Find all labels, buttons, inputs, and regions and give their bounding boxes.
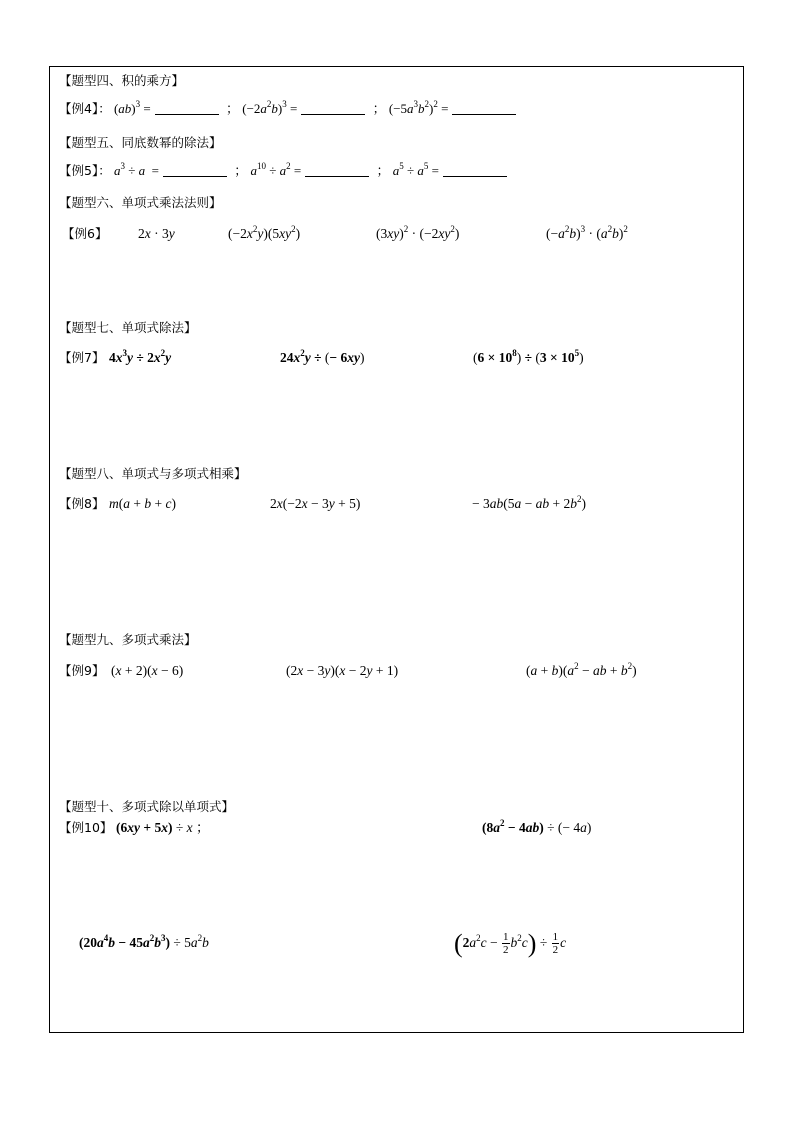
example-7-label: 【例7】 [59, 350, 105, 365]
example-4-label: 【例4】： [59, 101, 111, 116]
example-5-expr-1: $a^3 \div a$ = [113, 161, 159, 178]
section-title-9: 【题型九、多项式乘法】 [59, 632, 197, 647]
section-title-8: 【题型八、单项式与多项式相乘】 [59, 466, 247, 481]
section-title-7: 【题型七、单项式除法】 [59, 320, 197, 335]
fraction-one-half: $\frac{1}{2}$ [503, 931, 509, 957]
example-9-expr-2: (2x − 3y)(x − 2y + 1) [286, 663, 399, 678]
section-title-6: 【题型六、单项式乘法法则】 [59, 195, 222, 210]
example-4-expr-2: $(-2a^2b)^3$ = [242, 99, 298, 116]
example-10-expr-3: $(20a^4b - 45a^2b^3) \div 5a^2b$ [79, 933, 209, 950]
example-9-expr-1: (x + 2)(x − 6) [111, 663, 184, 678]
separator: ； [225, 101, 239, 116]
example-4-row [59, 100, 520, 118]
example-6-expr-2: $(-2x^2y)(5xy^2)$ [228, 224, 301, 241]
answer-blank[interactable] [301, 102, 365, 115]
section-title-10: 【题型十、多项式除以单项式】 [59, 799, 235, 814]
example-8-expr-2: 2x(−2x − 3y + 5) [270, 496, 361, 511]
separator: ； [372, 101, 386, 116]
separator: ； [376, 163, 390, 178]
section-title-5: 【题型五、同底数幂的除法】 [59, 135, 222, 150]
answer-blank[interactable] [305, 164, 369, 177]
answer-blank[interactable] [443, 164, 507, 177]
separator: ； [234, 163, 248, 178]
example-6-expr-3: $(3xy)^2 \cdot (-2xy^2)$ [376, 224, 460, 241]
example-5-label: 【例5】： [59, 163, 111, 178]
fraction-one-half: $\frac{1}{2}$ [552, 931, 559, 957]
example-5-row [59, 162, 511, 180]
example-10-label: 【例10】 [59, 820, 113, 835]
example-10-expr-2: $(8a^2 - 4ab)$ ÷ (− 4a) [482, 818, 592, 835]
example-6-expr-4: $(-a^2b)^3 \cdot (a^2b)^2$ [546, 224, 628, 241]
answer-blank[interactable] [163, 164, 227, 177]
example-7-expr-2: $24x^2y$ ÷ (− 6xy) [280, 348, 365, 365]
example-5-expr-3: $a^5 \div a^5$ = [392, 161, 439, 178]
example-10-expr-4: ($2a^2c$ − $\frac{1}{2}$ $b^2c$) ÷ $\frac{1}{2}$ c [454, 929, 567, 958]
example-5-expr-2: $a^{10} \div a^2$ = [250, 161, 302, 178]
example-4-expr-3: $(-5a^3b^2)^2$ = [388, 99, 449, 116]
example-9-label: 【例9】 [59, 663, 105, 678]
example-7-expr-1: $4x^3y \div 2x^2y$ [109, 348, 172, 365]
example-4-expr-1: (ab)$^3$ = [113, 99, 151, 116]
example-8-expr-3: − 3ab(5a − ab + $2b^2$) [472, 494, 586, 511]
example-9-expr-3: $(a + b)(a^2$ − ab + $b^2$) [526, 661, 637, 678]
answer-blank[interactable] [452, 102, 516, 115]
example-6-expr-1: 2x · 3y [138, 226, 175, 241]
example-7-expr-3: $(6 \times 10^8) \div (3 \times 10^5)$ [473, 348, 584, 365]
example-6-label: 【例6】 [62, 226, 108, 241]
answer-blank[interactable] [155, 102, 219, 115]
example-8-expr-1: m(a + b + c) [109, 496, 176, 511]
section-title-4: 【题型四、积的乘方】 [59, 73, 185, 88]
example-10-expr-1: (6xy + 5x) ÷ x ； [116, 820, 210, 835]
example-8-label: 【例8】 [59, 496, 105, 511]
